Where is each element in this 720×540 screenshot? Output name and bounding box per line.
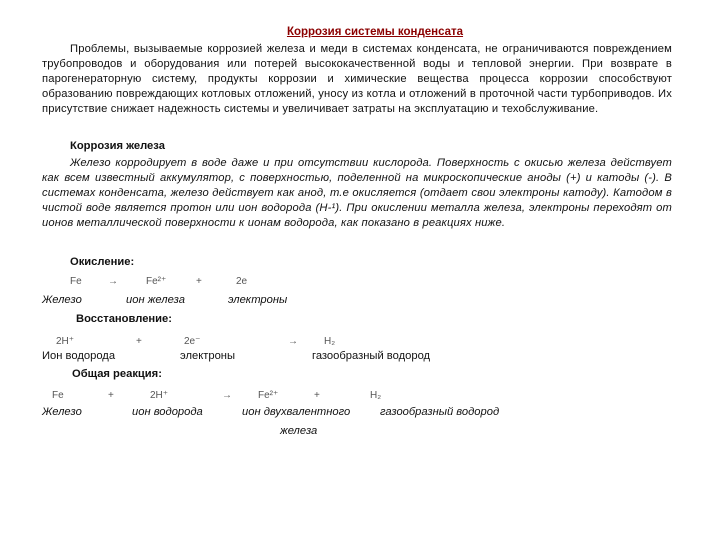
overall-arrow: → — [222, 390, 232, 401]
overall-reactant-h: 2H⁺ — [150, 390, 169, 401]
iron-corrosion-heading: Коррозия железа — [70, 140, 165, 152]
overall-product-fe2: Fe²⁺ — [258, 390, 279, 401]
page-title: Коррозия системы конденсата — [286, 26, 464, 38]
oxidation-label-iron: Железо — [42, 294, 82, 306]
overall-plus-1: + — [108, 390, 114, 401]
iron-corrosion-paragraph: Железо корродирует в воде даже и при отсутствии кислорода. Поверхность с окисью железа действует как всем известный аккумулятор, с поверхностью, поделенной на микроскопические аноды (+) и катоды (-). В системах конденсата, железо действует как анод, т.е окисляется (отдает свои электроны катоду). Катодом в чистой воде является протон или ион водорода (H-¹). При окислении металла железа, электроны переходят от ионов металлической поверхности к ионам водорода, как показано в реакциях ниже. — [42, 157, 672, 230]
overall-label-hydrogen-gas: газообразный водород — [380, 406, 500, 418]
reduction-label-electrons: электроны — [180, 350, 236, 362]
intro-paragraph: Проблемы, вызываемые коррозией железа и меди в системах конденсата, не ограничиваются повреждением трубопроводов и оборудования или потерей высококачественной воды и тепловой энергии. При возврате в парогенераторную систему, продукты коррозии и химические вещества процесса коррозии способствуют образованию повреждающих котловых отложений, уносу из котла и отложений в проточной части турбоприводов. Их присутствие снижает надежность системы и увеличивает затраты на эксплуатацию и техобслуживание. — [42, 43, 672, 116]
overall-reactant-fe: Fe — [52, 390, 64, 401]
reduction-product-h2: H₂ — [324, 336, 336, 347]
overall-product-h2: H₂ — [370, 390, 382, 401]
overall-plus-2: + — [314, 390, 320, 401]
reduction-label-hydrogen-gas: газообразный водород — [312, 350, 431, 362]
reduction-plus: + — [136, 336, 142, 347]
reduction-arrow: → — [288, 336, 298, 347]
reduction-heading: Восстановление: — [76, 313, 172, 325]
oxidation-heading: Окисление: — [70, 256, 135, 268]
reduction-reactant-h: 2H⁺ — [56, 336, 75, 347]
oxidation-plus: + — [196, 276, 202, 287]
oxidation-reactant-fe: Fe — [70, 276, 82, 287]
overall-label-hydrogen-ion: ион водорода — [132, 406, 203, 418]
oxidation-electrons: 2e — [236, 276, 248, 287]
oxidation-label-iron-ion: ион железа — [126, 294, 185, 306]
oxidation-product-fe2: Fe²⁺ — [146, 276, 167, 287]
overall-heading: Общая реакция: — [72, 368, 162, 380]
reduction-electrons: 2e⁻ — [184, 336, 201, 347]
overall-label-ferrous-ion-cont: железа — [280, 425, 318, 437]
oxidation-arrow: → — [108, 276, 118, 287]
oxidation-label-electrons: электроны — [228, 294, 288, 306]
overall-label-iron: Железо — [42, 406, 82, 418]
overall-label-ferrous-ion: ион двухвалентного — [242, 406, 351, 418]
reduction-label-hydrogen-ion: Ион водорода — [42, 350, 116, 362]
